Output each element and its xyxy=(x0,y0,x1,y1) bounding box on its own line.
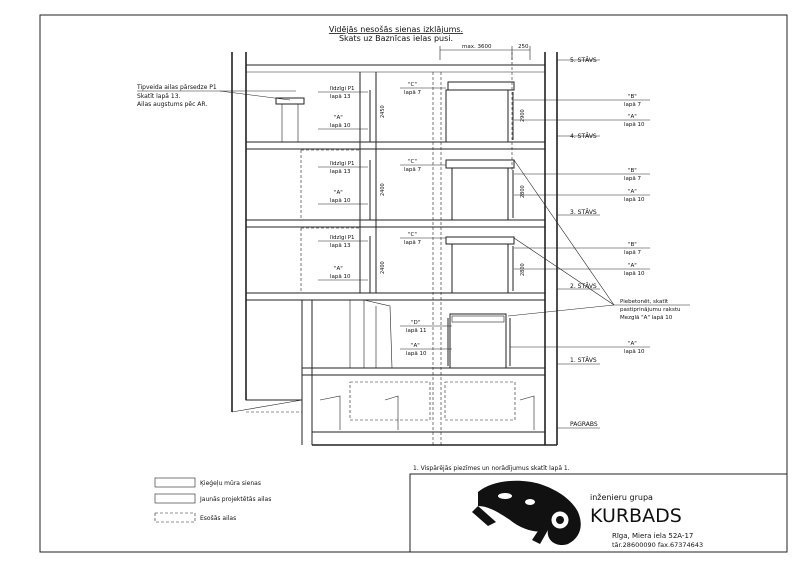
floor-2-label: 2. STĀVS xyxy=(570,283,597,290)
general-note: 1. Vispārējās piezīmes un norādījumus skatīt lapā 1. xyxy=(413,465,570,472)
dim-opening-3: 2800 xyxy=(520,263,526,276)
svg-text:"A": "A" xyxy=(628,263,637,269)
dim-wall-3: 2400 xyxy=(380,261,386,274)
lintel-note xyxy=(136,84,296,108)
floor-4-label: 4. STĀVS xyxy=(570,133,597,140)
svg-text:"A": "A" xyxy=(628,114,637,120)
dim-opening-1: 2900 xyxy=(520,109,526,122)
top-dimension xyxy=(440,44,530,170)
dim-opening-2: 2800 xyxy=(520,185,526,198)
basement-label: PAGRABS xyxy=(570,421,598,428)
svg-text:lapā 10: lapā 10 xyxy=(624,122,645,128)
floor-5-label: 5. STĀVS xyxy=(570,57,597,64)
svg-text:lapā 10: lapā 10 xyxy=(624,197,645,203)
svg-text:"A": "A" xyxy=(334,115,343,121)
svg-text:lapā 7: lapā 7 xyxy=(404,167,422,173)
svg-text:"A": "A" xyxy=(334,190,343,196)
lintel-note-line2: Skatīt lapā 13. xyxy=(137,93,181,100)
lintel-note-line3: Ailas augstums pēc AR. xyxy=(137,101,208,108)
right-label-4 xyxy=(510,341,650,355)
legend-swatch-existing xyxy=(155,513,195,522)
dim-wall-1: 2450 xyxy=(380,105,386,118)
svg-text:lapā 7: lapā 7 xyxy=(404,90,422,96)
new-openings xyxy=(446,82,514,368)
company-phone: tār.28600090 fax.67374643 xyxy=(612,541,704,549)
legend-swatch-brick xyxy=(155,478,195,487)
svg-text:līdzīgi P1: līdzīgi P1 xyxy=(330,86,355,92)
legend-label-new: Jaunās projektētās ailas xyxy=(200,496,272,503)
company-name: KURBADS xyxy=(590,505,682,527)
svg-text:lapā 10: lapā 10 xyxy=(330,123,351,129)
concrete-note xyxy=(508,160,690,321)
c-label-3 xyxy=(400,232,446,246)
right-label-1 xyxy=(514,94,650,128)
svg-text:"A": "A" xyxy=(411,343,420,349)
floor-3-label: 3. STĀVS xyxy=(570,209,597,216)
svg-text:līdzīgi P1: līdzīgi P1 xyxy=(330,235,355,241)
drawing-title: Vidējās nesošās sienas izklājums. xyxy=(328,25,464,34)
svg-text:"B": "B" xyxy=(628,94,637,100)
svg-text:"A": "A" xyxy=(628,341,637,347)
svg-text:"B": "B" xyxy=(628,168,637,174)
svg-text:lapā 13: lapā 13 xyxy=(330,94,351,100)
legend xyxy=(155,478,271,522)
dim-250: 250 xyxy=(518,44,529,50)
legend-label-existing: Esošās ailas xyxy=(200,515,237,522)
svg-text:pastiprinājumu rakstu: pastiprinājumu rakstu xyxy=(620,307,681,313)
svg-text:lapā 10: lapā 10 xyxy=(406,351,427,357)
title-block xyxy=(410,474,787,552)
svg-text:"D": "D" xyxy=(411,320,421,326)
reinforcement-marks xyxy=(370,90,513,366)
drawing-subtitle: Skats uz Baznīcas ielas pusi. xyxy=(338,34,454,43)
svg-text:"A": "A" xyxy=(334,266,343,272)
svg-text:lapā 7: lapā 7 xyxy=(404,240,422,246)
legend-label-brick: Ķieģeļu mūra sienas xyxy=(200,480,261,487)
svg-text:lapā 10: lapā 10 xyxy=(624,349,645,355)
dim-wall-2: 2400 xyxy=(380,183,386,196)
svg-text:lapā 13: lapā 13 xyxy=(330,243,351,249)
svg-text:Mezglā "A" lapā 10: Mezglā "A" lapā 10 xyxy=(620,315,673,321)
svg-text:lapā 10: lapā 10 xyxy=(624,271,645,277)
company-subtitle: inženieru grupa xyxy=(590,493,653,502)
c-label-2 xyxy=(400,159,446,173)
svg-text:lapā 7: lapā 7 xyxy=(624,250,642,256)
svg-text:"A": "A" xyxy=(628,189,637,195)
lintel-note-line1: Tipveida ailas pārsedze P1 xyxy=(137,84,217,91)
legend-swatch-new xyxy=(155,494,195,503)
svg-text:līdzīgi P1: līdzīgi P1 xyxy=(330,161,355,167)
svg-text:lapā 13: lapā 13 xyxy=(330,169,351,175)
floor-1-label: 1. STĀVS xyxy=(570,357,597,364)
dim-max-3600: max. 3600 xyxy=(462,44,492,50)
svg-text:lapā 10: lapā 10 xyxy=(330,198,351,204)
company-address: Rīga, Miera iela 52A-17 xyxy=(612,532,694,540)
svg-text:lapā 7: lapā 7 xyxy=(624,102,642,108)
svg-text:Piebetonēt, skatīt: Piebetonēt, skatīt xyxy=(620,299,669,305)
svg-text:lapā 11: lapā 11 xyxy=(406,328,427,334)
svg-text:lapā 7: lapā 7 xyxy=(624,176,642,182)
svg-text:lapā 10: lapā 10 xyxy=(330,274,351,280)
ground-floor-labels xyxy=(400,320,452,357)
svg-text:"C": "C" xyxy=(408,159,417,165)
svg-text:"C": "C" xyxy=(408,82,417,88)
c-label-1 xyxy=(400,82,446,96)
right-label-3 xyxy=(514,242,650,277)
right-label-2 xyxy=(514,168,650,203)
lintel-p1-element xyxy=(276,98,304,142)
floor-levels xyxy=(557,57,600,428)
svg-text:"B": "B" xyxy=(628,242,637,248)
kurbads-logo xyxy=(472,481,581,545)
svg-text:"C": "C" xyxy=(408,232,417,238)
